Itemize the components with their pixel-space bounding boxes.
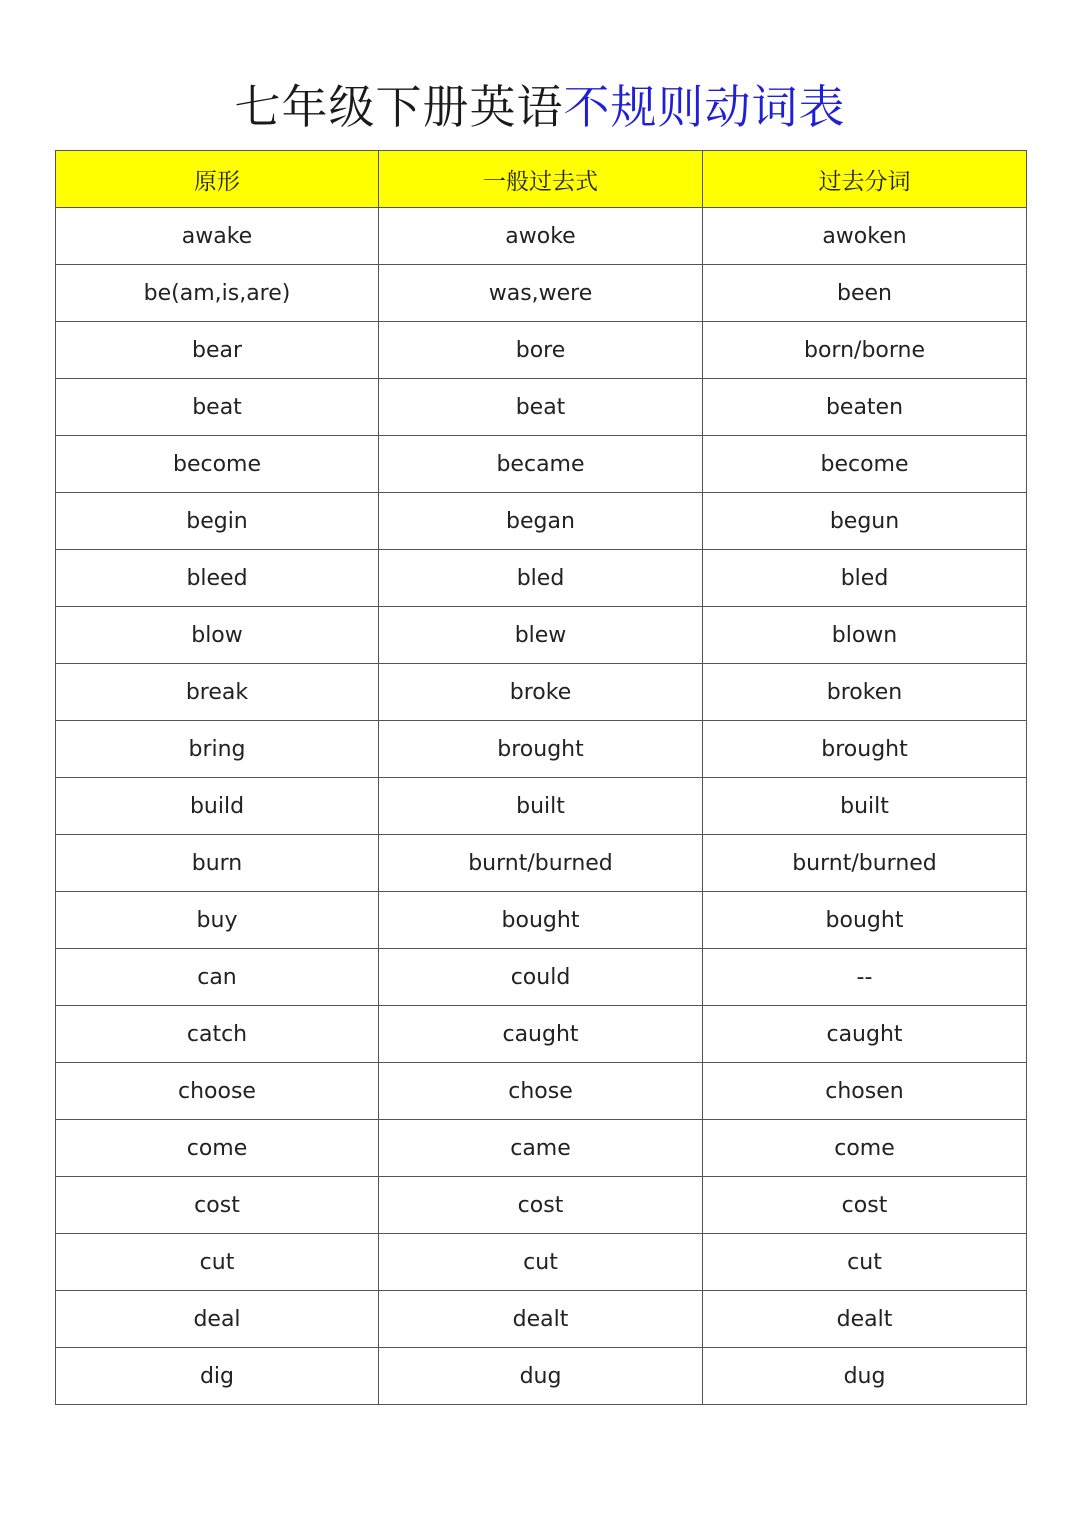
cell-base-form: be(am,is,are) [56, 265, 379, 322]
title-accent: 不规则动词表 [563, 80, 846, 134]
cell-base-form: awake [56, 208, 379, 265]
table-row [56, 892, 1027, 949]
header-past-participle: 过去分词 [703, 151, 1027, 208]
cell-past-participle: dug [703, 1348, 1027, 1405]
cell-past-tense: built [379, 778, 703, 835]
cell-past-participle: beaten [703, 379, 1027, 436]
table-row [56, 949, 1027, 1006]
cell-past-participle: become [703, 436, 1027, 493]
cell-past-participle: come [703, 1120, 1027, 1177]
cell-past-participle: caught [703, 1006, 1027, 1063]
cell-past-tense: became [379, 436, 703, 493]
cell-past-tense: dealt [379, 1291, 703, 1348]
header-past-tense: 一般过去式 [379, 151, 703, 208]
cell-past-participle: broken [703, 664, 1027, 721]
cell-past-participle: dealt [703, 1291, 1027, 1348]
table-row [56, 1234, 1027, 1291]
table-row [56, 607, 1027, 664]
cell-past-tense: chose [379, 1063, 703, 1120]
page-title [0, 72, 1080, 142]
cell-past-tense: bled [379, 550, 703, 607]
cell-base-form: begin [56, 493, 379, 550]
cell-past-participle: -- [703, 949, 1027, 1006]
irregular-verb-table [55, 150, 1027, 1405]
cell-past-participle: cut [703, 1234, 1027, 1291]
cell-past-tense: could [379, 949, 703, 1006]
table-row [56, 1063, 1027, 1120]
table-row [56, 1006, 1027, 1063]
header-base-form: 原形 [56, 151, 379, 208]
cell-past-participle: been [703, 265, 1027, 322]
table-row [56, 1177, 1027, 1234]
cell-past-participle: begun [703, 493, 1027, 550]
table-row [56, 1120, 1027, 1177]
table-row [56, 550, 1027, 607]
cell-base-form: catch [56, 1006, 379, 1063]
cell-past-tense: bore [379, 322, 703, 379]
cell-base-form: can [56, 949, 379, 1006]
cell-past-participle: brought [703, 721, 1027, 778]
table-body [56, 208, 1027, 1405]
cell-base-form: deal [56, 1291, 379, 1348]
cell-base-form: burn [56, 835, 379, 892]
cell-past-participle: chosen [703, 1063, 1027, 1120]
cell-base-form: become [56, 436, 379, 493]
cell-past-participle: cost [703, 1177, 1027, 1234]
table-row [56, 835, 1027, 892]
cell-past-tense: bought [379, 892, 703, 949]
cell-past-participle: burnt/burned [703, 835, 1027, 892]
cell-past-tense: caught [379, 1006, 703, 1063]
title-main: 七年级下册英语 [234, 80, 564, 134]
cell-base-form: blow [56, 607, 379, 664]
cell-past-tense: was,were [379, 265, 703, 322]
cell-past-tense: beat [379, 379, 703, 436]
cell-past-tense: came [379, 1120, 703, 1177]
table-row [56, 1291, 1027, 1348]
cell-base-form: bleed [56, 550, 379, 607]
table-row [56, 265, 1027, 322]
cell-base-form: bear [56, 322, 379, 379]
cell-base-form: come [56, 1120, 379, 1177]
cell-base-form: cost [56, 1177, 379, 1234]
table-row [56, 322, 1027, 379]
table-row [56, 436, 1027, 493]
table-row [56, 379, 1027, 436]
cell-past-tense: brought [379, 721, 703, 778]
cell-past-participle: bled [703, 550, 1027, 607]
cell-past-tense: awoke [379, 208, 703, 265]
table-row [56, 664, 1027, 721]
cell-past-participle: bought [703, 892, 1027, 949]
table-row [56, 778, 1027, 835]
cell-past-participle: awoken [703, 208, 1027, 265]
cell-past-tense: cost [379, 1177, 703, 1234]
cell-past-tense: broke [379, 664, 703, 721]
cell-past-participle: blown [703, 607, 1027, 664]
table-row [56, 493, 1027, 550]
cell-base-form: dig [56, 1348, 379, 1405]
cell-base-form: bring [56, 721, 379, 778]
cell-base-form: build [56, 778, 379, 835]
table-row [56, 208, 1027, 265]
cell-base-form: buy [56, 892, 379, 949]
cell-base-form: choose [56, 1063, 379, 1120]
cell-past-tense: burnt/burned [379, 835, 703, 892]
cell-past-tense: began [379, 493, 703, 550]
table-header-row [56, 151, 1027, 208]
cell-past-participle: born/borne [703, 322, 1027, 379]
cell-base-form: cut [56, 1234, 379, 1291]
cell-base-form: beat [56, 379, 379, 436]
cell-past-tense: dug [379, 1348, 703, 1405]
table-row [56, 1348, 1027, 1405]
cell-base-form: break [56, 664, 379, 721]
table-row [56, 721, 1027, 778]
cell-past-participle: built [703, 778, 1027, 835]
cell-past-tense: cut [379, 1234, 703, 1291]
cell-past-tense: blew [379, 607, 703, 664]
